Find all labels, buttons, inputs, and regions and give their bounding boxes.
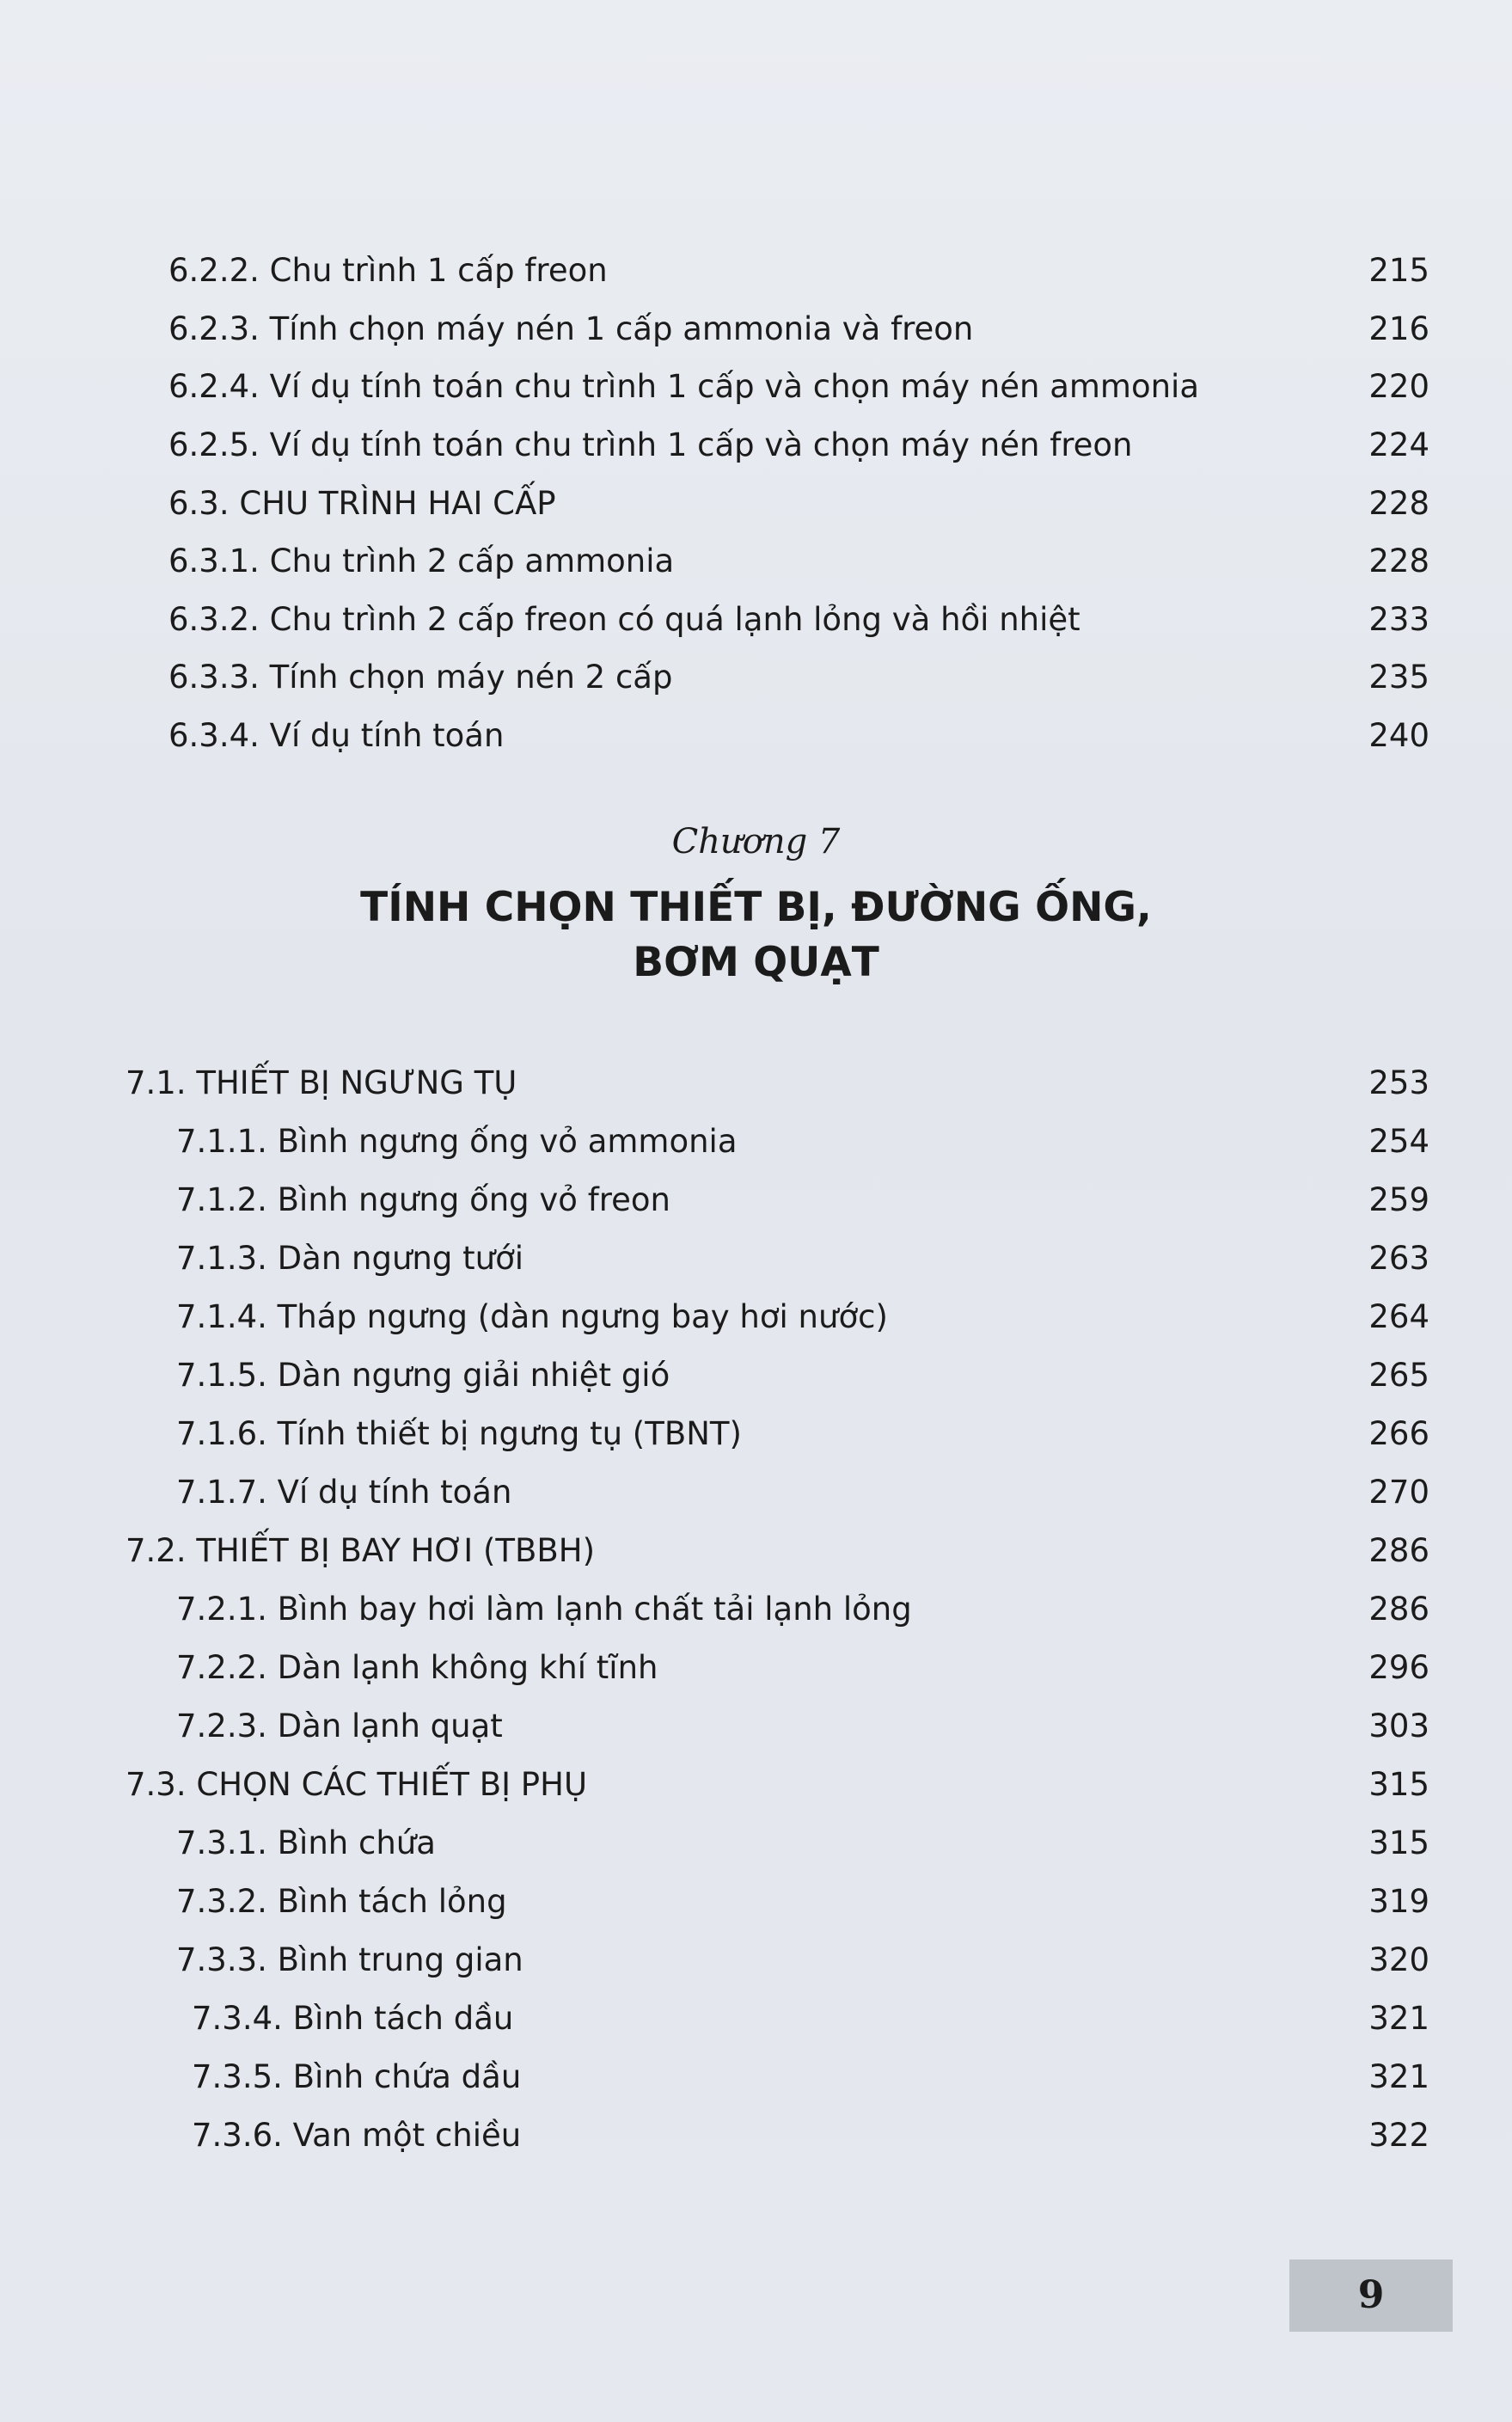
toc-entry [0, 1408, 1512, 1460]
toc-entry [0, 1876, 1512, 1928]
toc-entry [0, 361, 1512, 413]
toc-entry-page: 322 [1368, 2117, 1429, 2154]
toc-entry-label: 6.3. CHU TRÌNH HAI CẤP [168, 485, 556, 522]
toc-entry [0, 1701, 1512, 1752]
chapter-label: Chương 7 [671, 822, 841, 861]
toc-entry [0, 1584, 1512, 1635]
toc-entry-label: 6.3.2. Chu trình 2 cấp freon có quá lạnh lỏng và hồi nhiệt [168, 601, 1080, 638]
toc-entry [0, 1350, 1512, 1401]
toc-entry-page: 315 [1368, 1766, 1429, 1803]
toc-entry-page: 270 [1368, 1474, 1429, 1511]
toc-entry-label: 7.3.1. Bình chứa [176, 1824, 436, 1861]
toc-entry-label: 7.1.7. Ví dụ tính toán [176, 1474, 512, 1511]
page-number: 9 [1289, 2260, 1453, 2332]
toc-entry-page: 215 [1368, 252, 1429, 289]
toc-entry-label: 7.1.1. Bình ngưng ống vỏ ammonia [176, 1123, 738, 1160]
toc-entry-page: 303 [1368, 1708, 1429, 1744]
toc-entry-page: 235 [1368, 659, 1429, 696]
toc-entry-page: 240 [1368, 717, 1429, 754]
toc-entry-page: 315 [1368, 1824, 1429, 1861]
toc-entry-page: 319 [1368, 1883, 1429, 1920]
toc-entry [0, 1058, 1512, 1109]
toc-entry-page: 228 [1368, 485, 1429, 522]
toc-entry-page: 264 [1368, 1298, 1429, 1335]
toc-entry-page: 263 [1368, 1240, 1429, 1277]
toc-entry-label: 7.1.3. Dàn ngưng tưới [176, 1240, 524, 1277]
toc-entry [0, 1642, 1512, 1694]
toc-entry-page: 220 [1368, 368, 1429, 405]
toc-entry-page: 259 [1368, 1181, 1429, 1218]
toc-entry [0, 1818, 1512, 1869]
toc-entry-page: 254 [1368, 1123, 1429, 1160]
toc-entry-label: 6.2.4. Ví dụ tính toán chu trình 1 cấp và chọn máy nén ammonia [168, 368, 1199, 405]
toc-entry-label: 7.1.4. Tháp ngưng (dàn ngưng bay hơi nước) [176, 1298, 888, 1335]
toc-entry [0, 1233, 1512, 1285]
toc-entry-page: 266 [1368, 1415, 1429, 1452]
toc-entry-label: 6.3.1. Chu trình 2 cấp ammonia [168, 543, 675, 579]
toc-entry-page: 253 [1368, 1064, 1429, 1101]
toc-entry [0, 594, 1512, 646]
toc-entry-label: 7.3.3. Bình trung gian [176, 1941, 523, 1978]
toc-entry [0, 536, 1512, 587]
toc-entry-page: 233 [1368, 601, 1429, 638]
toc-entry-label: 7.3.6. Van một chiều [192, 2117, 522, 2154]
chapter-title: BƠM QUẠT [633, 939, 879, 986]
toc-entry-page: 320 [1368, 1941, 1429, 1978]
toc-entry-label: 7.2. THIẾT BỊ BAY HƠI (TBBH) [125, 1532, 596, 1569]
toc-entry-label: 7.1.6. Tính thiết bị ngưng tụ (TBNT) [176, 1415, 742, 1452]
toc-entry-label: 6.2.3. Tính chọn máy nén 1 cấp ammonia và freon [168, 310, 974, 347]
toc-entry-page: 296 [1368, 1649, 1429, 1686]
toc-entry-page: 286 [1368, 1591, 1429, 1628]
toc-entry [0, 710, 1512, 762]
toc-entry-label: 7.3. CHỌN CÁC THIẾT BỊ PHỤ [125, 1766, 588, 1803]
toc-entry-label: 7.2.3. Dàn lạnh quạt [176, 1708, 503, 1744]
toc-entry [0, 478, 1512, 530]
toc-entry [0, 245, 1512, 297]
toc-entry-label: 6.3.3. Tính chọn máy nén 2 cấp [168, 659, 673, 696]
toc-entry-page: 265 [1368, 1357, 1429, 1394]
toc-entry [0, 1174, 1512, 1226]
chapter-title: TÍNH CHỌN THIẾT BỊ, ĐƯỜNG ỐNG, [360, 884, 1152, 931]
toc-entry-label: 7.3.4. Bình tách dầu [192, 2000, 514, 2037]
toc-entry-page: 216 [1368, 310, 1429, 347]
toc-entry [0, 2051, 1512, 2103]
toc-entry-page: 286 [1368, 1532, 1429, 1569]
toc-entry-page: 321 [1368, 2058, 1429, 2095]
toc-entry-page: 224 [1368, 426, 1429, 463]
toc-entry [0, 1116, 1512, 1168]
toc-entry [0, 420, 1512, 471]
toc-entry-label: 7.3.2. Bình tách lỏng [176, 1883, 507, 1920]
toc-entry-label: 7.2.2. Dàn lạnh không khí tĩnh [176, 1649, 658, 1686]
toc-entry [0, 1525, 1512, 1577]
toc-entry-label: 7.1. THIẾT BỊ NGƯNG TỤ [125, 1064, 517, 1101]
toc-entry [0, 304, 1512, 355]
toc-entry-page: 321 [1368, 2000, 1429, 2037]
toc-entry [0, 1759, 1512, 1811]
toc-entry [0, 1467, 1512, 1518]
toc-entry-label: 6.3.4. Ví dụ tính toán [168, 717, 505, 754]
toc-entry-label: 7.2.1. Bình bay hơi làm lạnh chất tải lạnh lỏng [176, 1591, 912, 1628]
toc-entry-label: 6.2.2. Chu trình 1 cấp freon [168, 252, 608, 289]
toc-entry [0, 652, 1512, 703]
toc-entry-label: 6.2.5. Ví dụ tính toán chu trình 1 cấp và chọn máy nén freon [168, 426, 1133, 463]
toc-entry [0, 1291, 1512, 1343]
toc-entry [0, 2110, 1512, 2161]
toc-entry [0, 1993, 1512, 2045]
toc-entry [0, 1935, 1512, 1986]
toc-entry-label: 7.3.5. Bình chứa dầu [192, 2058, 522, 2095]
toc-entry-page: 228 [1368, 543, 1429, 579]
toc-entry-label: 7.1.5. Dàn ngưng giải nhiệt gió [176, 1357, 670, 1394]
toc-entry-label: 7.1.2. Bình ngưng ống vỏ freon [176, 1181, 670, 1218]
